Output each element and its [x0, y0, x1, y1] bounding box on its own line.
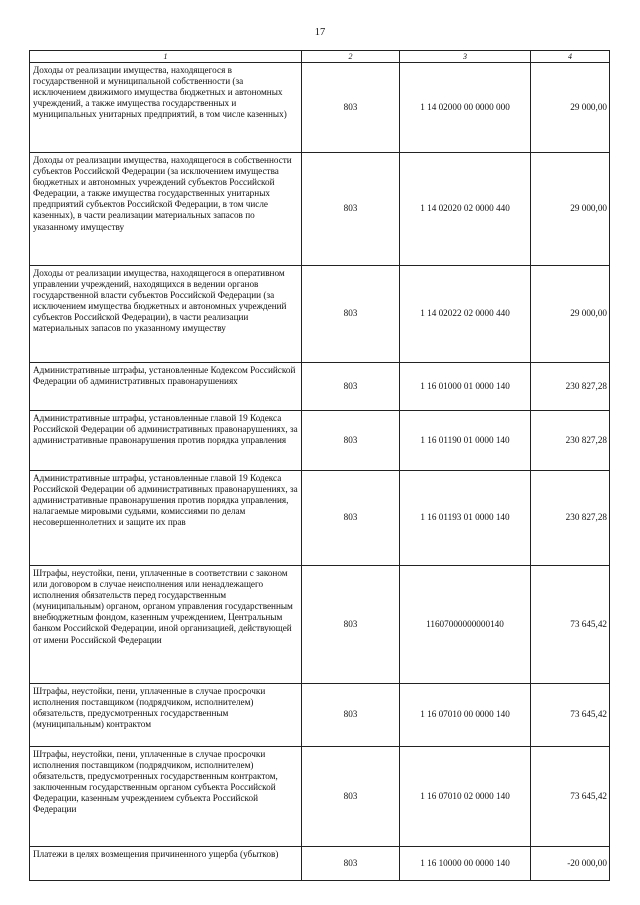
table-row [30, 363, 610, 411]
amount: 29 000,00 [531, 153, 610, 266]
administrator-code: 803 [302, 363, 400, 411]
amount: 29 000,00 [531, 266, 610, 363]
table-row [30, 566, 610, 684]
amount: 29 000,00 [531, 63, 610, 153]
administrator-code: 803 [302, 153, 400, 266]
column-header-name: 1 [30, 51, 302, 63]
administrator-code: 803 [302, 684, 400, 747]
amount: 230 827,28 [531, 363, 610, 411]
page-number: 17 [314, 27, 326, 38]
table-row [30, 747, 610, 847]
amount: 73 645,42 [531, 747, 610, 847]
administrator-code: 803 [302, 847, 400, 881]
amount: 230 827,28 [531, 471, 610, 566]
administrator-code: 803 [302, 566, 400, 684]
income-name: Доходы от реализации имущества, находящегося в собственности субъектов Российской Федерации (за исключением имущества бюджетных и автономных учреждений субъектов Российской Федерации, а также имущества государственных унитарных предприятий субъектов Российской Федерации, в том числе казенных), в части реализации материальных запасов по указанному имуществу [30, 153, 302, 266]
administrator-code: 803 [302, 411, 400, 471]
budget-classification-code: 1 16 07010 02 0000 140 [400, 747, 531, 847]
table-header-row [30, 51, 610, 63]
budget-classification-code: 1 16 01193 01 0000 140 [400, 471, 531, 566]
column-header-code: 3 [400, 51, 531, 63]
budget-revenue-table [29, 50, 610, 881]
budget-classification-code: 1 16 07010 00 0000 140 [400, 684, 531, 747]
budget-classification-code: 1 16 01000 01 0000 140 [400, 363, 531, 411]
budget-classification-code: 1 14 02022 02 0000 440 [400, 266, 531, 363]
table-row [30, 63, 610, 153]
amount: 73 645,42 [531, 566, 610, 684]
budget-classification-code: 1 14 02020 02 0000 440 [400, 153, 531, 266]
amount: 230 827,28 [531, 411, 610, 471]
administrator-code: 803 [302, 747, 400, 847]
administrator-code: 803 [302, 63, 400, 153]
income-name: Штрафы, неустойки, пени, уплаченные в случае просрочки исполнения поставщиком (подрядчиком, исполнителем) обязательств, предусмотренных государственным (муниципальным) контрактом [30, 684, 302, 747]
table-row [30, 411, 610, 471]
income-name: Штрафы, неустойки, пени, уплаченные в случае просрочки исполнения поставщиком (подрядчиком, исполнителем) обязательств, предусмотренных государственным контрактом, заключенным государственным органом субъекта Российской Федерации, казенным учреждением субъекта Российской Федерации [30, 747, 302, 847]
column-header-amount: 4 [531, 51, 610, 63]
budget-classification-code: 1 14 02000 00 0000 000 [400, 63, 531, 153]
income-name: Административные штрафы, установленные Кодексом Российской Федерации об административных правонарушениях [30, 363, 302, 411]
administrator-code: 803 [302, 266, 400, 363]
table-row [30, 847, 610, 881]
budget-classification-code: 1 16 01190 01 0000 140 [400, 411, 531, 471]
table-row [30, 684, 610, 747]
table-row [30, 471, 610, 566]
amount: -20 000,00 [531, 847, 610, 881]
budget-classification-code: 11607000000000140 [400, 566, 531, 684]
amount: 73 645,42 [531, 684, 610, 747]
income-name: Платежи в целях возмещения причиненного ущерба (убытков) [30, 847, 302, 881]
income-name: Штрафы, неустойки, пени, уплаченные в соответствии с законом или договором в случае неисполнения или ненадлежащего исполнения обязательств перед государственным (муниципальным) органом, органом управления государственным внебюджетным фондом, казенным учреждением, Центральным банком Российской Федерации, иной организацией, действующей от имени Российской Федерации [30, 566, 302, 684]
table-row [30, 153, 610, 266]
income-name: Доходы от реализации имущества, находящегося в оперативном управлении учреждений, находящихся в ведении органов государственной власти субъектов Российской Федерации (за исключением имущества бюджетных и автономных учреждений субъектов Российской Федерации), в части реализации материальных запасов по указанному имуществу [30, 266, 302, 363]
income-name: Доходы от реализации имущества, находящегося в государственной и муниципальной собственности (за исключением движимого имущества бюджетных и автономных учреждений, а также имущества государственных и муниципальных унитарных предприятий, в том числе казенных) [30, 63, 302, 153]
table-row [30, 266, 610, 363]
income-name: Административные штрафы, установленные главой 19 Кодекса Российской Федерации об административных правонарушениях, за административные правонарушения против порядка управления, налагаемые мировыми судьями, комиссиями по делам несовершеннолетних и защите их прав [30, 471, 302, 566]
column-header-admin: 2 [302, 51, 400, 63]
administrator-code: 803 [302, 471, 400, 566]
income-name: Административные штрафы, установленные главой 19 Кодекса Российской Федерации об административных правонарушениях, за административные правонарушения против порядка управления [30, 411, 302, 471]
budget-classification-code: 1 16 10000 00 0000 140 [400, 847, 531, 881]
